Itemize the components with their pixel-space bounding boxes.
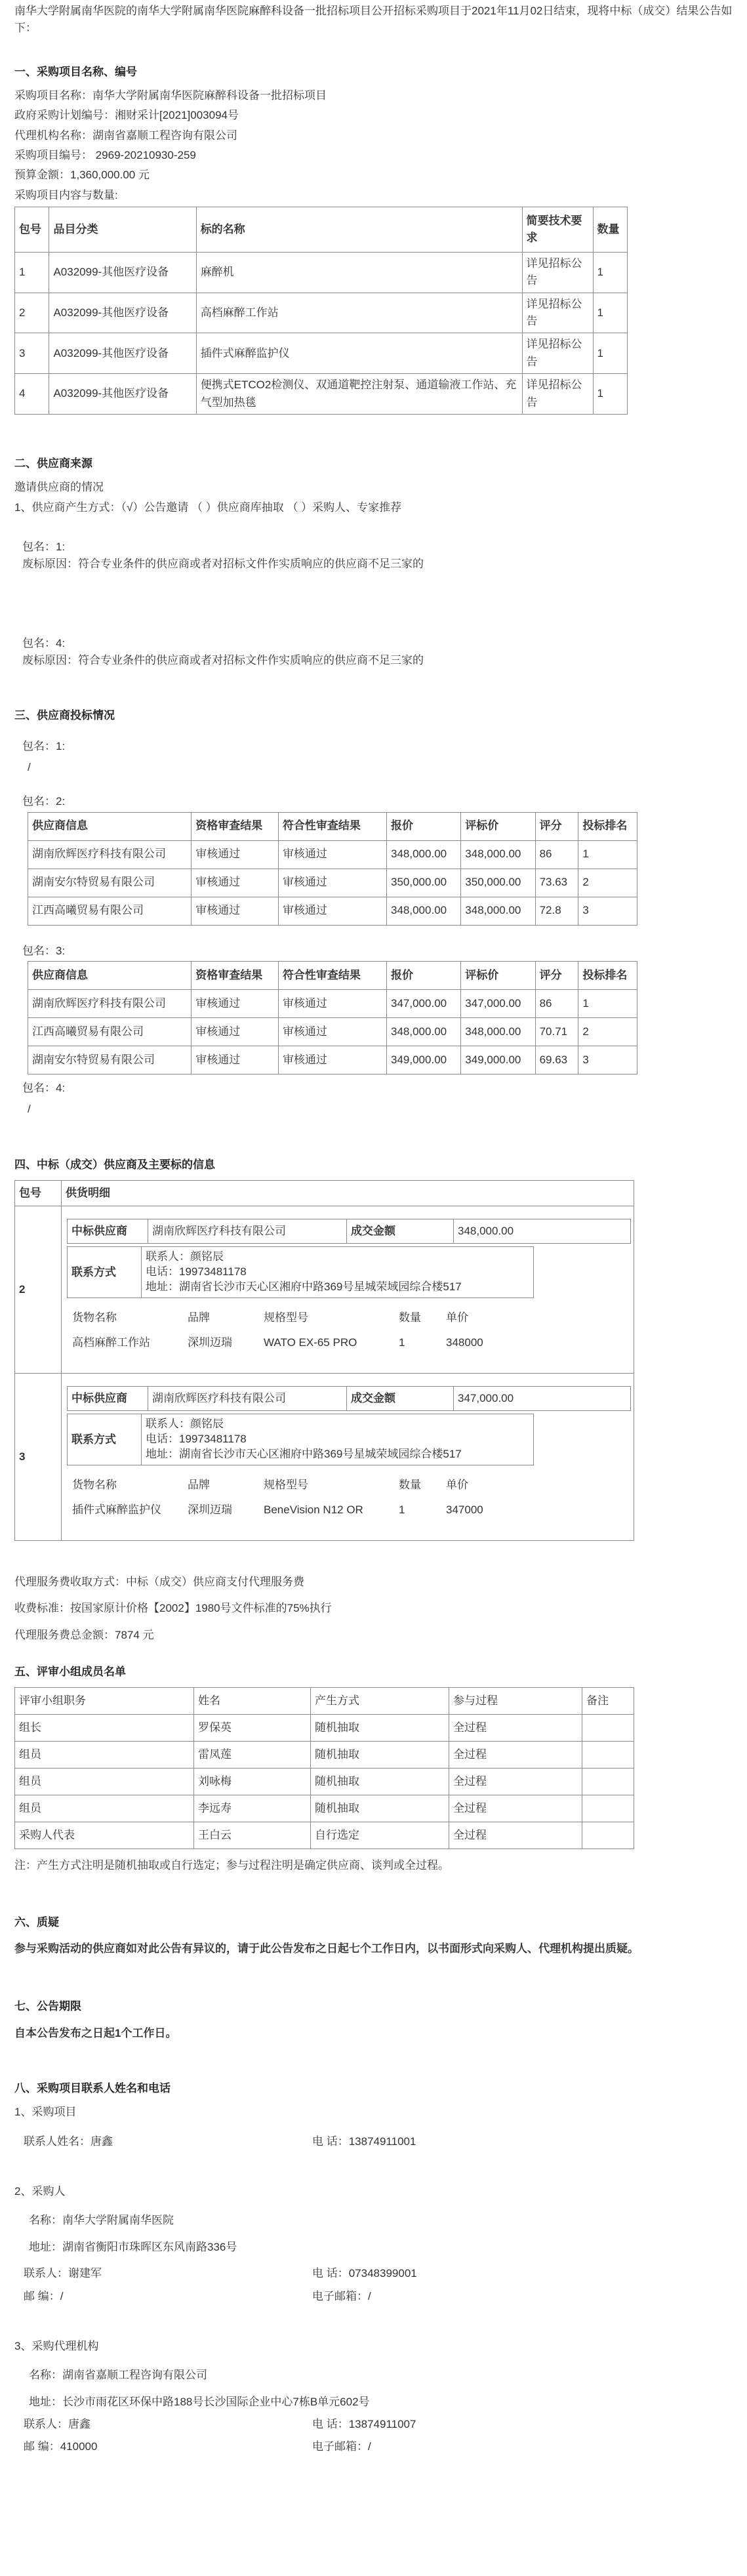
table-cell: 审核通过 (278, 869, 386, 897)
agency-contact-name: 联系人：唐鑫 (24, 2417, 91, 2430)
table-cell: 86 (535, 989, 578, 1017)
table-cell: 审核通过 (192, 869, 279, 897)
table-cell: 2 (578, 869, 637, 897)
bid-pkg-4: 包名：4: (22, 1081, 66, 1094)
judges-header-name: 姓名 (194, 1688, 311, 1715)
table-cell: 高档麻醉工作站 (196, 293, 522, 333)
table-cell: 348,000.00 (461, 897, 535, 925)
table-cell: 详见招标公告 (522, 253, 593, 293)
winner-amount: 348,000.00 (454, 1219, 631, 1244)
project-contact-phone: 电 话：13874911001 (312, 2135, 416, 2148)
table-cell: 江西高曦贸易有限公司 (28, 1017, 192, 1046)
table-cell: 自行选定 (311, 1822, 449, 1849)
reject-reason-1: 废标原因：符合专业条件的供应商或者对招标文件作实质响应的供应商不足三家的 (22, 558, 424, 571)
reject-pkg-4: 包名：4: (22, 636, 66, 649)
announcement-page (0, 3, 747, 2456)
table-cell: 便携式ETCO2检测仪、双通道靶控注射泵、通道输液工作站、充气型加热毯 (196, 374, 522, 415)
table-cell: 雷凤莲 (194, 1742, 311, 1768)
winner-contact-table (67, 1414, 534, 1465)
table-cell: 审核通过 (192, 840, 279, 869)
table-cell: 349,000.00 (461, 1046, 535, 1074)
table-cell: 湖南欣辉医疗科技有限公司 (28, 840, 192, 869)
table-row (15, 1795, 634, 1822)
agency-address: 地址：长沙市雨花区环保中路188号长沙国际企业中心7栋B单元602号 (29, 2395, 370, 2408)
table-cell: 69.63 (535, 1046, 578, 1074)
bid-header-qualify: 资格审查结果 (192, 961, 279, 989)
buyer-postcode: 邮 编：/ (24, 2289, 64, 2302)
bid-header-row (28, 812, 637, 840)
items-header-pkg: 包号 (15, 207, 49, 253)
bid-pkg-3: 包名：3: (22, 944, 66, 957)
table-row (28, 840, 637, 869)
table-cell: 3 (578, 897, 637, 925)
table-cell (582, 1742, 634, 1768)
table-cell: 王白云 (194, 1822, 311, 1849)
supplier-method: 1、供应商产生方式：（√）公告邀请 （ ）供应商库抽取 （ ）采购人、专家推荐 (14, 501, 402, 514)
goods-header-qty: 数量 (399, 1311, 421, 1324)
contact-address: 地址：湖南省长沙市天心区湘府中路369号星城荣域园综合楼517 (146, 1448, 462, 1461)
goods-table (67, 1475, 489, 1524)
table-cell: 湖南欣辉医疗科技有限公司 (28, 989, 192, 1017)
judges-header-role: 评审小组职务 (15, 1688, 194, 1715)
table-cell: 全过程 (449, 1715, 582, 1742)
section-1-title: 一、采购项目名称、编号 (14, 65, 137, 78)
bid-pkg-4-empty: / (28, 1103, 31, 1116)
amount-label: 成交金额 (347, 1387, 454, 1411)
goods-header-name: 货物名称 (72, 1479, 117, 1492)
goods-name: 高档麻醉工作站 (72, 1336, 150, 1349)
contact-person: 联系人：颜铭辰 (146, 1250, 224, 1263)
table-cell: 组员 (15, 1768, 194, 1795)
table-cell: 组员 (15, 1742, 194, 1768)
contact-buyer-title: 2、采购人 (14, 2185, 66, 2198)
table-cell (582, 1795, 634, 1822)
table-cell: 审核通过 (278, 1017, 386, 1046)
items-table (14, 207, 628, 415)
goods-qty: 1 (399, 1503, 405, 1517)
table-row (28, 897, 637, 925)
agency-fee-standard: 收费标准：按国家原计价格【2002】1980号文件标准的75%执行 (14, 1602, 332, 1615)
table-cell: 全过程 (449, 1822, 582, 1849)
goods-header-model: 规格型号 (264, 1311, 308, 1324)
reject-reason-4: 废标原因：符合专业条件的供应商或者对招标文件作实质响应的供应商不足三家的 (22, 653, 424, 666)
table-row (15, 1742, 634, 1768)
table-cell: 350,000.00 (461, 869, 535, 897)
goods-qty: 1 (399, 1336, 405, 1349)
bid-table-pkg-2 (28, 812, 637, 926)
challenge-text: 参与采购活动的供应商如对此公告有异议的，请于此公告发布之日起七个工作日内，以书面形式向采购人、代理机构提出质疑。 (14, 1942, 639, 1955)
section-5-title: 五、评审小组成员名单 (14, 1666, 126, 1679)
table-cell: A032099-其他医疗设备 (49, 293, 196, 333)
section-6-title: 六、质疑 (14, 1915, 59, 1929)
goods-header-qty: 数量 (399, 1479, 421, 1492)
table-cell: 随机抽取 (311, 1715, 449, 1742)
judges-table (14, 1687, 634, 1849)
bid-header-row (28, 961, 637, 989)
winner-label: 中标供应商 (68, 1219, 148, 1244)
contact-phone: 电话：19973481178 (146, 1265, 247, 1278)
agency-contact-phone: 电 话：13874911007 (312, 2417, 416, 2430)
table-row (15, 1768, 634, 1795)
table-cell: 349,000.00 (387, 1046, 461, 1074)
buyer-contact-phone: 电 话：07348399001 (312, 2267, 417, 2280)
agency-name-contact: 名称：湖南省嘉顺工程咨询有限公司 (29, 2369, 207, 2382)
buyer-email: 电子邮箱：/ (312, 2289, 371, 2302)
table-cell: 审核通过 (278, 897, 386, 925)
winner-name: 湖南欣辉医疗科技有限公司 (148, 1387, 347, 1411)
bid-header-eval: 评标价 (461, 961, 535, 989)
table-cell: 采购人代表 (15, 1822, 194, 1849)
goods-header-brand: 品牌 (188, 1311, 210, 1324)
section-3-title: 三、供应商投标情况 (14, 709, 115, 722)
intro-text: 南华大学附属南华医院的南华大学附属南华医院麻醉科设备一批招标项目公开招标采购项目于2021年11月02日结束，现将中标（成交）结果公告如下： (14, 5, 733, 35)
table-cell: 86 (535, 840, 578, 869)
amount-label: 成交金额 (347, 1219, 454, 1244)
table-row (15, 293, 628, 333)
content-label: 采购项目内容与数量: (14, 188, 118, 201)
table-cell: 全过程 (449, 1742, 582, 1768)
table-cell: 审核通过 (192, 989, 279, 1017)
table-cell: 72.8 (535, 897, 578, 925)
items-header-requirements: 简要技术要求 (522, 207, 593, 253)
goods-brand: 深圳迈瑞 (188, 1336, 232, 1349)
table-cell: 1 (15, 253, 49, 293)
budget-amount: 预算金额：1,360,000.00 元 (14, 169, 150, 182)
table-cell: 随机抽取 (311, 1795, 449, 1822)
plan-number: 政府采购计划编号：湘财采计[2021]003094号 (14, 109, 239, 122)
table-cell: 3 (578, 1046, 637, 1074)
table-row (15, 333, 628, 374)
judges-header-remark: 备注 (582, 1688, 634, 1715)
contact-phone: 电话：19973481178 (146, 1433, 247, 1446)
table-cell: 审核通过 (192, 1046, 279, 1074)
winners-header-row (15, 1181, 634, 1206)
winner-row (15, 1206, 634, 1374)
goods-price: 348000 (446, 1336, 483, 1349)
table-row (15, 253, 628, 293)
table-cell: 348,000.00 (387, 897, 461, 925)
table-cell: 李远寿 (194, 1795, 311, 1822)
table-cell: 2 (578, 1017, 637, 1046)
section-4-title: 四、中标（成交）供应商及主要标的信息 (14, 1158, 215, 1171)
table-cell: 审核通过 (278, 989, 386, 1017)
bid-header-supplier: 供应商信息 (28, 961, 192, 989)
contact-project-title: 1、采购项目 (14, 2106, 77, 2119)
agency-fee-method: 代理服务费收取方式：中标（成交）供应商支付代理服务费 (14, 1576, 304, 1588)
contact-address: 地址：湖南省长沙市天心区湘府中路369号星城荣域园综合楼517 (146, 1280, 462, 1294)
table-row (28, 989, 637, 1017)
reject-pkg-1: 包名：1: (22, 540, 66, 553)
table-cell: 347,000.00 (387, 989, 461, 1017)
items-header-target: 标的名称 (196, 207, 522, 253)
table-cell: 组员 (15, 1795, 194, 1822)
winner-contact-table (67, 1246, 534, 1298)
bid-header-conform: 符合性审查结果 (278, 961, 386, 989)
table-cell: 审核通过 (278, 1046, 386, 1074)
agency-name: 代理机构名称：湖南省嘉顺工程咨询有限公司 (14, 129, 237, 142)
bid-pkg-2: 包名：2: (22, 795, 66, 808)
goods-price: 347000 (446, 1503, 483, 1517)
buyer-name: 名称：南华大学附属南华医院 (29, 2214, 174, 2227)
table-cell: 详见招标公告 (522, 374, 593, 415)
bid-header-quote: 报价 (387, 812, 461, 840)
goods-header-price: 单价 (446, 1311, 468, 1324)
table-cell: 组长 (15, 1715, 194, 1742)
invite-subtitle: 邀请供应商的情况 (14, 481, 104, 494)
table-cell: 1 (593, 293, 627, 333)
section-8-title: 八、采购项目联系人姓名和电话 (14, 2082, 171, 2095)
winners-header-pkg: 包号 (15, 1181, 62, 1206)
agency-postcode: 邮 编：410000 (24, 2440, 98, 2453)
table-cell: 2 (15, 293, 49, 333)
bid-header-rank: 投标排名 (578, 812, 637, 840)
table-row (28, 869, 637, 897)
bid-header-qualify: 资格审查结果 (192, 812, 279, 840)
table-cell: 348,000.00 (387, 1017, 461, 1046)
bid-header-conform: 符合性审查结果 (278, 812, 386, 840)
items-header-category: 品目分类 (49, 207, 196, 253)
winner-pkg-number: 2 (15, 1206, 62, 1374)
goods-name: 插件式麻醉监护仪 (72, 1503, 161, 1517)
table-cell: 1 (578, 989, 637, 1017)
project-name: 采购项目名称：南华大学附属南华医院麻醉科设备一批招标项目 (14, 89, 327, 102)
table-row (28, 1046, 637, 1074)
items-header-row (15, 207, 628, 253)
project-contact-name: 联系人姓名：唐鑫 (24, 2135, 113, 2148)
winner-info-table (67, 1219, 631, 1244)
table-cell: 全过程 (449, 1795, 582, 1822)
bid-header-score: 评分 (535, 961, 578, 989)
table-cell: 随机抽取 (311, 1742, 449, 1768)
judges-header-process: 参与过程 (449, 1688, 582, 1715)
bid-header-score: 评分 (535, 812, 578, 840)
goods-header-price: 单价 (446, 1479, 468, 1492)
bid-table-pkg-3 (28, 961, 637, 1074)
table-cell: 348,000.00 (461, 1017, 535, 1046)
table-cell: 插件式麻醉监护仪 (196, 333, 522, 374)
items-header-qty: 数量 (593, 207, 627, 253)
table-cell: 随机抽取 (311, 1768, 449, 1795)
table-cell: 350,000.00 (387, 869, 461, 897)
winner-pkg-number: 3 (15, 1374, 62, 1541)
judges-header-method: 产生方式 (311, 1688, 449, 1715)
table-cell: A032099-其他医疗设备 (49, 253, 196, 293)
table-cell: 江西高曦贸易有限公司 (28, 897, 192, 925)
table-row (15, 374, 628, 415)
bid-header-rank: 投标排名 (578, 961, 637, 989)
goods-header-model: 规格型号 (264, 1479, 308, 1492)
section-7-title: 七、公告期限 (14, 2000, 81, 2013)
table-cell: 刘咏梅 (194, 1768, 311, 1795)
goods-model: WATO EX-65 PRO (264, 1336, 357, 1349)
table-cell: 湖南安尔特贸易有限公司 (28, 1046, 192, 1074)
table-cell: 全过程 (449, 1768, 582, 1795)
contact-label: 联系方式 (68, 1414, 142, 1465)
buyer-address: 地址：湖南省衡阳市珠晖区东风南路336号 (29, 2240, 237, 2253)
goods-brand: 深圳迈瑞 (188, 1503, 232, 1517)
table-cell: 347,000.00 (461, 989, 535, 1017)
table-cell: 湖南安尔特贸易有限公司 (28, 869, 192, 897)
table-row (15, 1715, 634, 1742)
buyer-contact-name: 联系人：谢建军 (24, 2267, 102, 2280)
table-row (28, 1017, 637, 1046)
winner-name: 湖南欣辉医疗科技有限公司 (148, 1219, 347, 1244)
project-number: 采购项目编号： 2969-20210930-259 (14, 149, 196, 162)
judges-note: 注：产生方式注明是随机抽取或自行选定；参与过程注明是确定供应商、谈判或全过程。 (14, 1859, 449, 1872)
table-cell: 73.63 (535, 869, 578, 897)
goods-model: BeneVision N12 OR (264, 1503, 363, 1517)
table-cell: 麻醉机 (196, 253, 522, 293)
table-cell (582, 1715, 634, 1742)
winner-info-table (67, 1386, 631, 1411)
winners-header-detail: 供货明细 (62, 1181, 634, 1206)
table-cell (582, 1822, 634, 1849)
table-row (15, 1822, 634, 1849)
table-cell: 3 (15, 333, 49, 374)
table-cell: 1 (593, 374, 627, 415)
bid-header-quote: 报价 (387, 961, 461, 989)
bid-pkg-1-empty: / (28, 760, 31, 773)
table-cell: 审核通过 (192, 897, 279, 925)
table-cell: 348,000.00 (461, 840, 535, 869)
bid-pkg-1: 包名：1: (22, 739, 66, 752)
table-cell: 1 (578, 840, 637, 869)
table-cell: 348,000.00 (387, 840, 461, 869)
table-cell: 70.71 (535, 1017, 578, 1046)
table-cell (582, 1768, 634, 1795)
table-cell: 1 (593, 253, 627, 293)
winners-table (14, 1180, 634, 1541)
table-cell: 1 (593, 333, 627, 374)
agency-email: 电子邮箱：/ (312, 2440, 371, 2453)
winner-label: 中标供应商 (68, 1387, 148, 1411)
table-cell: 审核通过 (278, 840, 386, 869)
table-cell: 详见招标公告 (522, 293, 593, 333)
goods-header-brand: 品牌 (188, 1479, 210, 1492)
contact-person: 联系人：颜铭辰 (146, 1418, 224, 1431)
table-cell: A032099-其他医疗设备 (49, 333, 196, 374)
contact-label: 联系方式 (68, 1247, 142, 1298)
table-cell: 详见招标公告 (522, 333, 593, 374)
goods-table (67, 1307, 489, 1357)
section-2-title: 二、供应商来源 (14, 457, 92, 470)
table-cell: 4 (15, 374, 49, 415)
table-cell: A032099-其他医疗设备 (49, 374, 196, 415)
agency-fee-total: 代理服务费总金额：7874 元 (14, 1628, 154, 1641)
winner-amount: 347,000.00 (454, 1387, 631, 1411)
judges-header-row (15, 1688, 634, 1715)
goods-header-name: 货物名称 (72, 1311, 117, 1324)
winner-row (15, 1374, 634, 1541)
table-cell: 审核通过 (192, 1017, 279, 1046)
table-cell: 罗保英 (194, 1715, 311, 1742)
bid-header-eval: 评标价 (461, 812, 535, 840)
bid-header-supplier: 供应商信息 (28, 812, 192, 840)
contact-agency-title: 3、采购代理机构 (14, 2339, 99, 2352)
notice-period-text: 自本公告发布之日起1个工作日。 (14, 2026, 177, 2039)
